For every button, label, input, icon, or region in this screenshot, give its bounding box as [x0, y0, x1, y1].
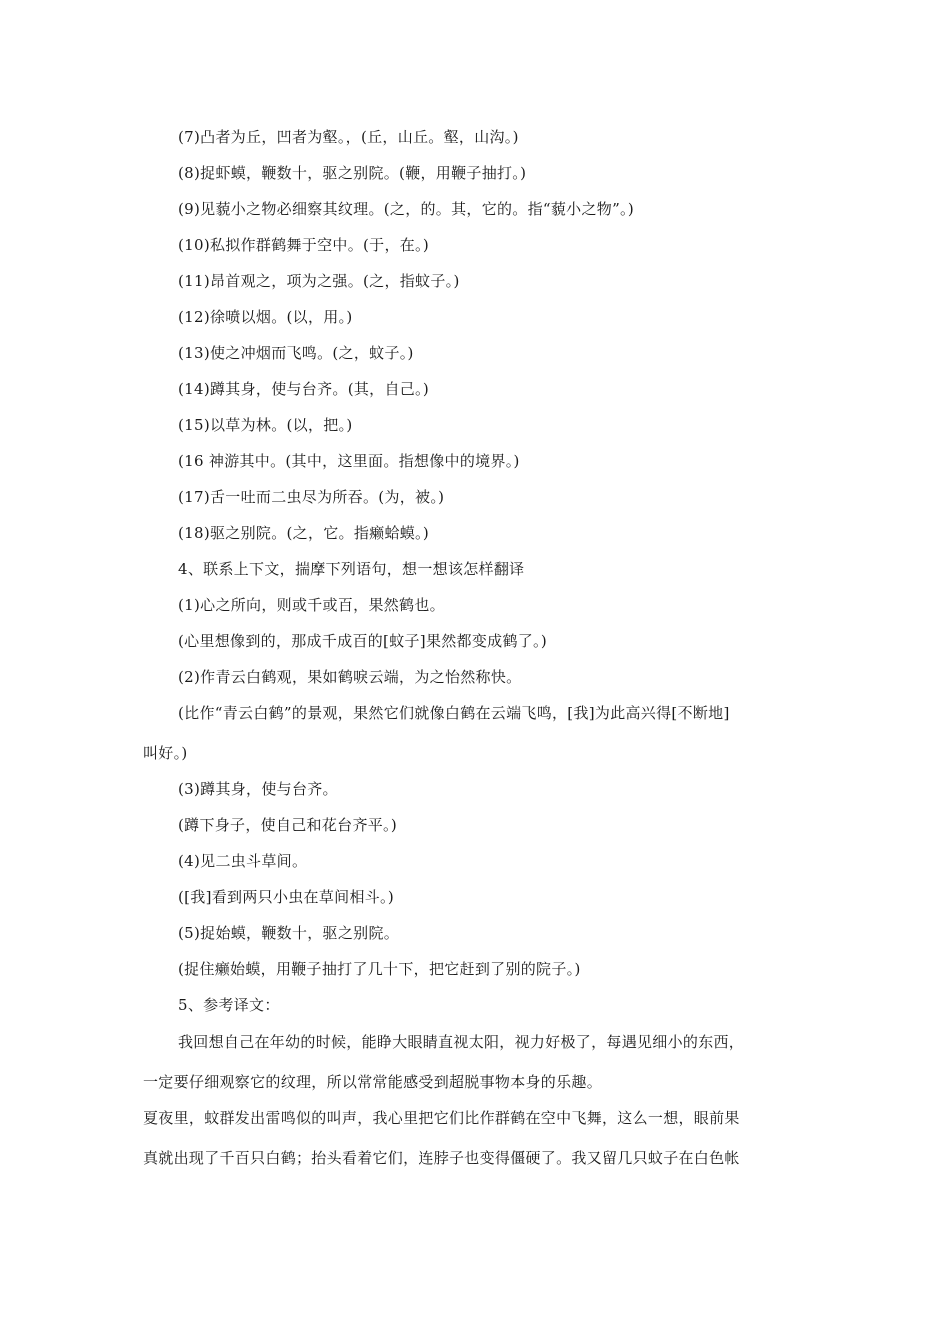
- translation-2-cont: 叫好。): [143, 744, 188, 762]
- reference-paragraph-1-line-2: 一定要仔细观察它的纹理，所以常常能感受到超脱事物本身的乐趣。: [143, 1073, 603, 1091]
- note-line-13: (13)使之冲烟而飞鸣。(之，蚊子。): [178, 344, 414, 362]
- note-line-8: (8)捉虾蟆，鞭数十，驱之别院。(鞭，用鞭子抽打。): [178, 164, 527, 182]
- note-line-15: (15)以草为林。(以，把。): [178, 416, 353, 434]
- sentence-4: (4)见二虫斗草间。: [178, 852, 308, 870]
- sentence-5: (5)捉始蟆，鞭数十，驱之别院。: [178, 924, 400, 942]
- section-heading-5: 5、参考译文：: [178, 996, 280, 1014]
- reference-paragraph-2-line-2: 真就出现了千百只白鹤；抬头看着它们，连脖子也变得僵硬了。我又留几只蚊子在白色帐: [143, 1149, 740, 1167]
- translation-4: ([我]看到两只小虫在草间相斗。): [178, 888, 395, 906]
- note-line-18: (18)驱之别院。(之，它。指癞蛤蟆。): [178, 524, 429, 542]
- translation-3: (蹲下身子，使自己和花台齐平。): [178, 816, 398, 834]
- sentence-1: (1)心之所向，则或千或百，果然鹤也。: [178, 596, 445, 614]
- translation-5: (捉住癞始蟆，用鞭子抽打了几十下，把它赶到了别的院子。): [178, 960, 581, 978]
- sentence-2: (2)作青云白鹤观，果如鹤唳云端，为之怡然称快。: [178, 668, 522, 686]
- note-line-16: (16 神游其中。(其中，这里面。指想像中的境界。): [178, 452, 520, 470]
- note-line-12: (12)徐喷以烟。(以，用。): [178, 308, 353, 326]
- note-line-11: (11)昂首观之，项为之强。(之，指蚊子。): [178, 272, 460, 290]
- reference-paragraph-2-line-1: 夏夜里，蚊群发出雷鸣似的叫声，我心里把它们比作群鹤在空中飞舞，这么一想，眼前果: [143, 1109, 740, 1127]
- reference-paragraph-1-line-1: 我回想自己在年幼的时候，能睁大眼睛直视太阳，视力好极了，每遇见细小的东西，: [178, 1033, 745, 1051]
- note-line-14: (14)蹲其身，使与台齐。(其，自己。): [178, 380, 429, 398]
- translation-2: (比作“青云白鹤”的景观，果然它们就像白鹤在云端飞鸣，[我]为此高兴得[不断地]: [178, 704, 730, 722]
- note-line-17: (17)舌一吐而二虫尽为所吞。(为，被。): [178, 488, 445, 506]
- note-line-10: (10)私拟作群鹤舞于空中。(于，在。): [178, 236, 429, 254]
- translation-1: (心里想像到的，那成千成百的[蚊子]果然都变成鹤了。): [178, 632, 548, 650]
- note-line-9: (9)见藐小之物必细察其纹理。(之，的。其，它的。指“藐小之物”。): [178, 200, 634, 218]
- section-heading-4: 4、联系上下文，揣摩下列语句，想一想该怎样翻译: [178, 560, 525, 578]
- sentence-3: (3)蹲其身，使与台齐。: [178, 780, 338, 798]
- note-line-7: (7)凸者为丘，凹者为壑。，(丘，山丘。壑，山沟。): [178, 128, 519, 146]
